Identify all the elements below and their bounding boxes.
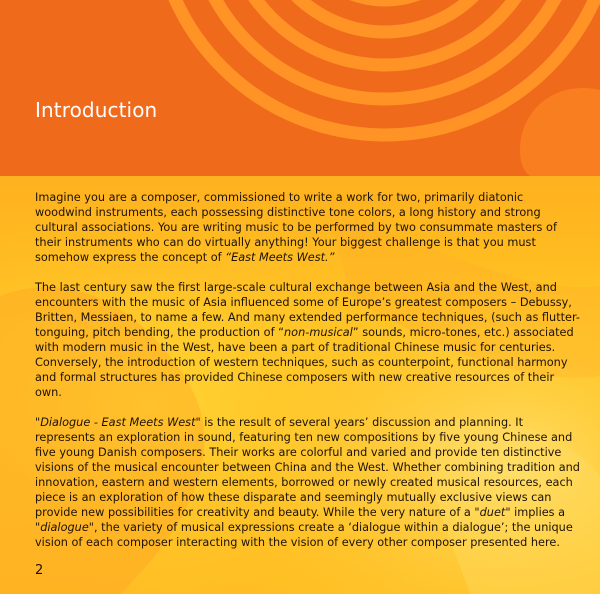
text-run: ” sounds, micro-tones, etc.) associated with modern music in the West, have been a part of traditional Chinese music for centuries. Conversely, the introduction of western techniques, such as counterpoint, functional harmony and formal structures has provided Chinese composers with new creative resources of their own. [35, 326, 574, 399]
italic-text: non-musical [284, 326, 353, 339]
header-band [0, 0, 600, 176]
paragraph [35, 415, 583, 550]
paragraph [35, 190, 583, 265]
text-run: is the result of several years’ discussion and planning. It represents an exploration in sound, featuring ten new compositions by five young Chinese and five young Danish composers. Their works are colorful and varied and provide ten distinctive visions of the musical encounter between China and the West. Whether combining tradition and innovation, eastern and western elements, borrowed or newly created musical resources, each piece is an exploration of how these disparate and seemingly mutually exclusive views can provide new possibilities for creativity and beauty. While the very nature of a " [35, 416, 580, 519]
italic-text: "Dialogue - East Meets West" [35, 416, 201, 429]
page-number: 2 [35, 563, 44, 578]
page-title: Introduction [35, 98, 158, 122]
text-run: ", the variety of musical expressions create a ‘dialogue within a dialogue’; the unique vision of each composer interacting with the vision of every other composer presented here. [35, 521, 573, 549]
concentric-rings-art [0, 0, 600, 176]
text-run: Imagine you are a composer, commissioned to write a work for two, primarily diatonic woodwind instruments, each possessing distinctive tone colors, a long history and strong cultural associations. You are writing music to be performed by two consummate masters of their instruments who can do virtually anything! Your biggest challenge is that you must somehow express the concept of [35, 191, 557, 264]
text-run: The last century saw the first large-scale cultural exchange between Asia and the West, and encounters with the music of Asia influenced some of Europe’s greatest composers – Debussy, Britten, Messiaen, to name a few. And many extended performance techniques, (such as flutter-tonguing, pitch bending, the production of “ [35, 281, 580, 339]
text-run: " implies a " [35, 506, 566, 534]
italic-text: dialogue [40, 521, 89, 534]
paragraph [35, 280, 583, 400]
italic-text: “East Meets West.” [225, 251, 335, 264]
body-text [35, 190, 583, 565]
italic-text: duet [479, 506, 506, 519]
